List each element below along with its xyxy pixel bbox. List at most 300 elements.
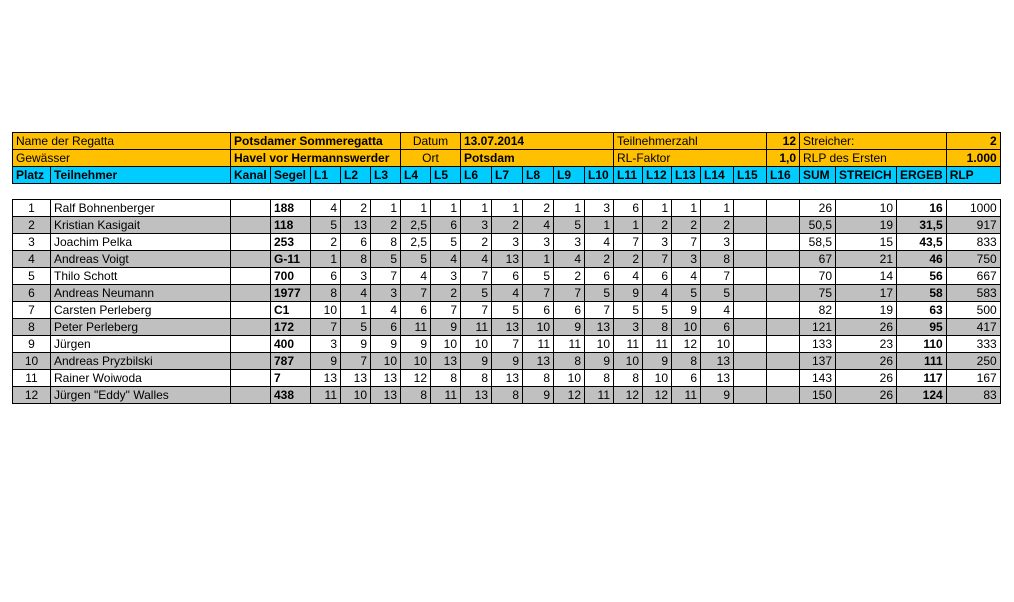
cell-l6[interactable]: 7: [461, 302, 492, 319]
cell-l16[interactable]: [767, 370, 800, 387]
cell-l8[interactable]: 2: [523, 200, 554, 217]
teilnehmerzahl-label[interactable]: Teilnehmerzahl: [614, 133, 767, 150]
cell-l6[interactable]: 8: [461, 370, 492, 387]
cell-l15[interactable]: [734, 268, 767, 285]
cell-l4[interactable]: 4: [401, 268, 431, 285]
cell-platz[interactable]: 7: [13, 302, 51, 319]
cell-platz[interactable]: 3: [13, 234, 51, 251]
header-l1[interactable]: L1: [311, 167, 341, 184]
cell-sum[interactable]: 121: [800, 319, 836, 336]
cell-l16[interactable]: [767, 285, 800, 302]
cell-l1[interactable]: 8: [311, 285, 341, 302]
cell-l15[interactable]: [734, 217, 767, 234]
cell-l16[interactable]: [767, 387, 800, 404]
cell-l7[interactable]: 9: [492, 353, 523, 370]
cell-l12[interactable]: 5: [643, 302, 672, 319]
cell-l10[interactable]: 1: [585, 217, 614, 234]
header-l6[interactable]: L6: [461, 167, 492, 184]
cell-streich[interactable]: 14: [836, 268, 897, 285]
cell-l11[interactable]: 5: [614, 302, 643, 319]
cell-sum[interactable]: 75: [800, 285, 836, 302]
cell-l4[interactable]: 10: [401, 353, 431, 370]
cell-streich[interactable]: 26: [836, 387, 897, 404]
cell-teilnehmer[interactable]: Andreas Voigt: [51, 251, 231, 268]
cell-kanal[interactable]: [231, 387, 271, 404]
cell-l2[interactable]: 2: [341, 200, 371, 217]
cell-l10[interactable]: 6: [585, 268, 614, 285]
cell-l6[interactable]: 4: [461, 251, 492, 268]
cell-l12[interactable]: 9: [643, 353, 672, 370]
cell-l15[interactable]: [734, 251, 767, 268]
cell-ergeb[interactable]: 58: [897, 285, 947, 302]
cell-streich[interactable]: 19: [836, 302, 897, 319]
cell-l10[interactable]: 5: [585, 285, 614, 302]
cell-l1[interactable]: 4: [311, 200, 341, 217]
cell-l9[interactable]: 12: [554, 387, 585, 404]
header-l12[interactable]: L12: [643, 167, 672, 184]
cell-sum[interactable]: 67: [800, 251, 836, 268]
cell-rlp[interactable]: 1000: [946, 200, 1000, 217]
cell-rlp[interactable]: 667: [946, 268, 1000, 285]
cell-l11[interactable]: 1: [614, 217, 643, 234]
cell-l11[interactable]: 10: [614, 353, 643, 370]
header-l8[interactable]: L8: [523, 167, 554, 184]
cell-l8[interactable]: 3: [523, 234, 554, 251]
cell-l11[interactable]: 7: [614, 234, 643, 251]
cell-l4[interactable]: 5: [401, 251, 431, 268]
cell-sum[interactable]: 133: [800, 336, 836, 353]
cell-teilnehmer[interactable]: Ralf Bohnenberger: [51, 200, 231, 217]
cell-l16[interactable]: [767, 302, 800, 319]
cell-l1[interactable]: 7: [311, 319, 341, 336]
cell-l12[interactable]: 12: [643, 387, 672, 404]
header-l2[interactable]: L2: [341, 167, 371, 184]
cell-l5[interactable]: 7: [431, 302, 461, 319]
cell-segel[interactable]: 700: [271, 268, 311, 285]
cell-teilnehmer[interactable]: Rainer Woiwoda: [51, 370, 231, 387]
cell-l7[interactable]: 7: [492, 336, 523, 353]
cell-platz[interactable]: 1: [13, 200, 51, 217]
datum-value[interactable]: 13.07.2014: [461, 133, 614, 150]
cell-teilnehmer[interactable]: Andreas Neumann: [51, 285, 231, 302]
cell-l2[interactable]: 6: [341, 234, 371, 251]
cell-l10[interactable]: 3: [585, 200, 614, 217]
cell-rlp[interactable]: 500: [946, 302, 1000, 319]
cell-l8[interactable]: 8: [523, 370, 554, 387]
cell-l12[interactable]: 2: [643, 217, 672, 234]
header-l13[interactable]: L13: [672, 167, 701, 184]
cell-sum[interactable]: 143: [800, 370, 836, 387]
cell-l16[interactable]: [767, 217, 800, 234]
cell-l7[interactable]: 4: [492, 285, 523, 302]
cell-l4[interactable]: 9: [401, 336, 431, 353]
cell-kanal[interactable]: [231, 234, 271, 251]
cell-l8[interactable]: 9: [523, 387, 554, 404]
cell-l6[interactable]: 1: [461, 200, 492, 217]
cell-l7[interactable]: 3: [492, 234, 523, 251]
cell-l9[interactable]: 11: [554, 336, 585, 353]
cell-l14[interactable]: 9: [701, 387, 734, 404]
cell-rlp[interactable]: 333: [946, 336, 1000, 353]
header-teilnehmer[interactable]: Teilnehmer: [51, 167, 231, 184]
cell-l4[interactable]: 12: [401, 370, 431, 387]
cell-l13[interactable]: 3: [672, 251, 701, 268]
cell-rlp[interactable]: 833: [946, 234, 1000, 251]
cell-platz[interactable]: 9: [13, 336, 51, 353]
cell-l3[interactable]: 3: [371, 285, 401, 302]
cell-streich[interactable]: 19: [836, 217, 897, 234]
cell-l13[interactable]: 8: [672, 353, 701, 370]
cell-teilnehmer[interactable]: Kristian Kasigait: [51, 217, 231, 234]
cell-l11[interactable]: 2: [614, 251, 643, 268]
cell-l16[interactable]: [767, 251, 800, 268]
cell-kanal[interactable]: [231, 268, 271, 285]
cell-l3[interactable]: 10: [371, 353, 401, 370]
cell-teilnehmer[interactable]: Jürgen "Eddy" Walles: [51, 387, 231, 404]
header-l14[interactable]: L14: [701, 167, 734, 184]
cell-l14[interactable]: 3: [701, 234, 734, 251]
cell-l5[interactable]: 10: [431, 336, 461, 353]
cell-l6[interactable]: 11: [461, 319, 492, 336]
cell-ergeb[interactable]: 63: [897, 302, 947, 319]
cell-l2[interactable]: 1: [341, 302, 371, 319]
cell-teilnehmer[interactable]: Joachim Pelka: [51, 234, 231, 251]
cell-l5[interactable]: 5: [431, 234, 461, 251]
cell-l7[interactable]: 2: [492, 217, 523, 234]
cell-l13[interactable]: 9: [672, 302, 701, 319]
cell-rlp[interactable]: 417: [946, 319, 1000, 336]
cell-ergeb[interactable]: 111: [897, 353, 947, 370]
cell-rlp[interactable]: 250: [946, 353, 1000, 370]
cell-l8[interactable]: 10: [523, 319, 554, 336]
cell-l16[interactable]: [767, 319, 800, 336]
cell-l8[interactable]: 4: [523, 217, 554, 234]
cell-l16[interactable]: [767, 336, 800, 353]
cell-streich[interactable]: 26: [836, 319, 897, 336]
header-l11[interactable]: L11: [614, 167, 643, 184]
cell-l11[interactable]: 4: [614, 268, 643, 285]
cell-teilnehmer[interactable]: Andreas Pryzbilski: [51, 353, 231, 370]
cell-l8[interactable]: 6: [523, 302, 554, 319]
cell-sum[interactable]: 70: [800, 268, 836, 285]
cell-segel[interactable]: 1977: [271, 285, 311, 302]
cell-l3[interactable]: 13: [371, 370, 401, 387]
cell-segel[interactable]: 7: [271, 370, 311, 387]
cell-l3[interactable]: 13: [371, 387, 401, 404]
cell-l5[interactable]: 1: [431, 200, 461, 217]
header-segel[interactable]: Segel: [271, 167, 311, 184]
cell-segel[interactable]: 172: [271, 319, 311, 336]
cell-l12[interactable]: 6: [643, 268, 672, 285]
cell-l3[interactable]: 2: [371, 217, 401, 234]
cell-l12[interactable]: 11: [643, 336, 672, 353]
cell-ergeb[interactable]: 56: [897, 268, 947, 285]
cell-kanal[interactable]: [231, 251, 271, 268]
cell-l3[interactable]: 7: [371, 268, 401, 285]
cell-l16[interactable]: [767, 268, 800, 285]
cell-l7[interactable]: 6: [492, 268, 523, 285]
cell-l2[interactable]: 7: [341, 353, 371, 370]
cell-l3[interactable]: 1: [371, 200, 401, 217]
regatta-label[interactable]: Name der Regatta: [13, 133, 231, 150]
cell-l7[interactable]: 13: [492, 251, 523, 268]
cell-rlp[interactable]: 583: [946, 285, 1000, 302]
cell-l15[interactable]: [734, 370, 767, 387]
cell-platz[interactable]: 6: [13, 285, 51, 302]
cell-l1[interactable]: 13: [311, 370, 341, 387]
cell-l14[interactable]: 13: [701, 370, 734, 387]
header-l15[interactable]: L15: [734, 167, 767, 184]
cell-kanal[interactable]: [231, 370, 271, 387]
cell-ergeb[interactable]: 95: [897, 319, 947, 336]
header-streich[interactable]: STREICH: [836, 167, 897, 184]
cell-l14[interactable]: 4: [701, 302, 734, 319]
cell-l16[interactable]: [767, 353, 800, 370]
cell-l15[interactable]: [734, 285, 767, 302]
cell-l13[interactable]: 7: [672, 234, 701, 251]
cell-l5[interactable]: 9: [431, 319, 461, 336]
cell-segel[interactable]: 188: [271, 200, 311, 217]
cell-l12[interactable]: 3: [643, 234, 672, 251]
cell-l9[interactable]: 2: [554, 268, 585, 285]
header-l10[interactable]: L10: [585, 167, 614, 184]
header-kanal[interactable]: Kanal: [231, 167, 271, 184]
cell-l9[interactable]: 10: [554, 370, 585, 387]
streicher-label[interactable]: Streicher:: [800, 133, 947, 150]
cell-l1[interactable]: 2: [311, 234, 341, 251]
cell-l14[interactable]: 13: [701, 353, 734, 370]
cell-l12[interactable]: 4: [643, 285, 672, 302]
cell-streich[interactable]: 26: [836, 353, 897, 370]
rlp-erster-label[interactable]: RLP des Ersten: [800, 150, 947, 167]
header-l9[interactable]: L9: [554, 167, 585, 184]
cell-l2[interactable]: 13: [341, 217, 371, 234]
cell-l3[interactable]: 6: [371, 319, 401, 336]
cell-l7[interactable]: 5: [492, 302, 523, 319]
cell-l5[interactable]: 2: [431, 285, 461, 302]
cell-l14[interactable]: 6: [701, 319, 734, 336]
cell-l4[interactable]: 2,5: [401, 217, 431, 234]
cell-streich[interactable]: 10: [836, 200, 897, 217]
header-platz[interactable]: Platz: [13, 167, 51, 184]
cell-ergeb[interactable]: 16: [897, 200, 947, 217]
cell-l4[interactable]: 6: [401, 302, 431, 319]
cell-l11[interactable]: 3: [614, 319, 643, 336]
cell-l2[interactable]: 4: [341, 285, 371, 302]
cell-l15[interactable]: [734, 353, 767, 370]
cell-l15[interactable]: [734, 319, 767, 336]
cell-l6[interactable]: 9: [461, 353, 492, 370]
cell-l15[interactable]: [734, 200, 767, 217]
cell-l6[interactable]: 7: [461, 268, 492, 285]
cell-l8[interactable]: 7: [523, 285, 554, 302]
rlp-erster-value[interactable]: 1.000: [946, 150, 1000, 167]
cell-l14[interactable]: 2: [701, 217, 734, 234]
cell-l8[interactable]: 13: [523, 353, 554, 370]
ort-value[interactable]: Potsdam: [461, 150, 614, 167]
cell-l13[interactable]: 10: [672, 319, 701, 336]
cell-l9[interactable]: 1: [554, 200, 585, 217]
cell-l6[interactable]: 3: [461, 217, 492, 234]
cell-l10[interactable]: 10: [585, 336, 614, 353]
cell-l4[interactable]: 8: [401, 387, 431, 404]
cell-l6[interactable]: 2: [461, 234, 492, 251]
cell-rlp[interactable]: 167: [946, 370, 1000, 387]
cell-teilnehmer[interactable]: Peter Perleberg: [51, 319, 231, 336]
cell-kanal[interactable]: [231, 336, 271, 353]
cell-streich[interactable]: 15: [836, 234, 897, 251]
cell-l4[interactable]: 1: [401, 200, 431, 217]
cell-streich[interactable]: 17: [836, 285, 897, 302]
cell-platz[interactable]: 5: [13, 268, 51, 285]
cell-l1[interactable]: 10: [311, 302, 341, 319]
cell-l14[interactable]: 5: [701, 285, 734, 302]
cell-l3[interactable]: 9: [371, 336, 401, 353]
cell-l13[interactable]: 5: [672, 285, 701, 302]
cell-streich[interactable]: 26: [836, 370, 897, 387]
cell-l3[interactable]: 5: [371, 251, 401, 268]
header-ergeb[interactable]: ERGEB: [897, 167, 947, 184]
cell-l14[interactable]: 8: [701, 251, 734, 268]
header-rlp[interactable]: RLP: [946, 167, 1000, 184]
cell-l12[interactable]: 10: [643, 370, 672, 387]
cell-l15[interactable]: [734, 387, 767, 404]
cell-l10[interactable]: 8: [585, 370, 614, 387]
cell-l10[interactable]: 7: [585, 302, 614, 319]
cell-platz[interactable]: 12: [13, 387, 51, 404]
cell-ergeb[interactable]: 31,5: [897, 217, 947, 234]
cell-l10[interactable]: 11: [585, 387, 614, 404]
cell-sum[interactable]: 150: [800, 387, 836, 404]
cell-ergeb[interactable]: 110: [897, 336, 947, 353]
cell-l16[interactable]: [767, 234, 800, 251]
cell-l1[interactable]: 11: [311, 387, 341, 404]
cell-l7[interactable]: 1: [492, 200, 523, 217]
cell-l11[interactable]: 12: [614, 387, 643, 404]
cell-segel[interactable]: 118: [271, 217, 311, 234]
cell-l12[interactable]: 1: [643, 200, 672, 217]
cell-l13[interactable]: 6: [672, 370, 701, 387]
cell-segel[interactable]: 400: [271, 336, 311, 353]
cell-l13[interactable]: 1: [672, 200, 701, 217]
datum-label[interactable]: Datum: [401, 133, 461, 150]
cell-kanal[interactable]: [231, 217, 271, 234]
cell-ergeb[interactable]: 117: [897, 370, 947, 387]
cell-l11[interactable]: 8: [614, 370, 643, 387]
cell-l10[interactable]: 4: [585, 234, 614, 251]
cell-platz[interactable]: 10: [13, 353, 51, 370]
cell-sum[interactable]: 26: [800, 200, 836, 217]
header-sum[interactable]: SUM: [800, 167, 836, 184]
cell-l13[interactable]: 2: [672, 217, 701, 234]
header-l5[interactable]: L5: [431, 167, 461, 184]
cell-segel[interactable]: C1: [271, 302, 311, 319]
cell-l2[interactable]: 9: [341, 336, 371, 353]
cell-l5[interactable]: 3: [431, 268, 461, 285]
cell-l13[interactable]: 4: [672, 268, 701, 285]
cell-l9[interactable]: 7: [554, 285, 585, 302]
cell-ergeb[interactable]: 124: [897, 387, 947, 404]
cell-l7[interactable]: 8: [492, 387, 523, 404]
cell-l9[interactable]: 8: [554, 353, 585, 370]
cell-kanal[interactable]: [231, 285, 271, 302]
cell-segel[interactable]: G-11: [271, 251, 311, 268]
cell-l12[interactable]: 7: [643, 251, 672, 268]
header-l3[interactable]: L3: [371, 167, 401, 184]
cell-l9[interactable]: 4: [554, 251, 585, 268]
cell-l2[interactable]: 8: [341, 251, 371, 268]
cell-sum[interactable]: 50,5: [800, 217, 836, 234]
cell-kanal[interactable]: [231, 302, 271, 319]
cell-l4[interactable]: 11: [401, 319, 431, 336]
cell-l15[interactable]: [734, 302, 767, 319]
cell-l8[interactable]: 5: [523, 268, 554, 285]
cell-l8[interactable]: 11: [523, 336, 554, 353]
cell-l13[interactable]: 12: [672, 336, 701, 353]
cell-ergeb[interactable]: 46: [897, 251, 947, 268]
cell-sum[interactable]: 58,5: [800, 234, 836, 251]
cell-l11[interactable]: 6: [614, 200, 643, 217]
cell-l7[interactable]: 13: [492, 370, 523, 387]
cell-l15[interactable]: [734, 234, 767, 251]
cell-l1[interactable]: 6: [311, 268, 341, 285]
rlfaktor-value[interactable]: 1,0: [767, 150, 800, 167]
cell-l5[interactable]: 13: [431, 353, 461, 370]
cell-l6[interactable]: 5: [461, 285, 492, 302]
cell-l3[interactable]: 4: [371, 302, 401, 319]
cell-l2[interactable]: 10: [341, 387, 371, 404]
cell-l2[interactable]: 5: [341, 319, 371, 336]
cell-l5[interactable]: 11: [431, 387, 461, 404]
cell-rlp[interactable]: 917: [946, 217, 1000, 234]
cell-l9[interactable]: 3: [554, 234, 585, 251]
cell-teilnehmer[interactable]: Jürgen: [51, 336, 231, 353]
cell-platz[interactable]: 2: [13, 217, 51, 234]
cell-l5[interactable]: 6: [431, 217, 461, 234]
cell-sum[interactable]: 137: [800, 353, 836, 370]
cell-kanal[interactable]: [231, 353, 271, 370]
gewaesser-label[interactable]: Gewässer: [13, 150, 231, 167]
teilnehmerzahl-value[interactable]: 12: [767, 133, 800, 150]
streicher-value[interactable]: 2: [946, 133, 1000, 150]
cell-rlp[interactable]: 83: [946, 387, 1000, 404]
cell-teilnehmer[interactable]: Thilo Schott: [51, 268, 231, 285]
cell-platz[interactable]: 4: [13, 251, 51, 268]
cell-ergeb[interactable]: 43,5: [897, 234, 947, 251]
cell-l14[interactable]: 7: [701, 268, 734, 285]
cell-kanal[interactable]: [231, 319, 271, 336]
cell-platz[interactable]: 11: [13, 370, 51, 387]
cell-l6[interactable]: 10: [461, 336, 492, 353]
cell-streich[interactable]: 23: [836, 336, 897, 353]
cell-platz[interactable]: 8: [13, 319, 51, 336]
cell-l16[interactable]: [767, 200, 800, 217]
cell-teilnehmer[interactable]: Carsten Perleberg: [51, 302, 231, 319]
header-l16[interactable]: L16: [767, 167, 800, 184]
cell-l1[interactable]: 1: [311, 251, 341, 268]
cell-l12[interactable]: 8: [643, 319, 672, 336]
cell-l4[interactable]: 2,5: [401, 234, 431, 251]
cell-segel[interactable]: 438: [271, 387, 311, 404]
cell-l7[interactable]: 13: [492, 319, 523, 336]
cell-segel[interactable]: 787: [271, 353, 311, 370]
cell-l5[interactable]: 8: [431, 370, 461, 387]
cell-rlp[interactable]: 750: [946, 251, 1000, 268]
cell-l14[interactable]: 10: [701, 336, 734, 353]
cell-l13[interactable]: 11: [672, 387, 701, 404]
cell-l9[interactable]: 5: [554, 217, 585, 234]
rlfaktor-label[interactable]: RL-Faktor: [614, 150, 767, 167]
